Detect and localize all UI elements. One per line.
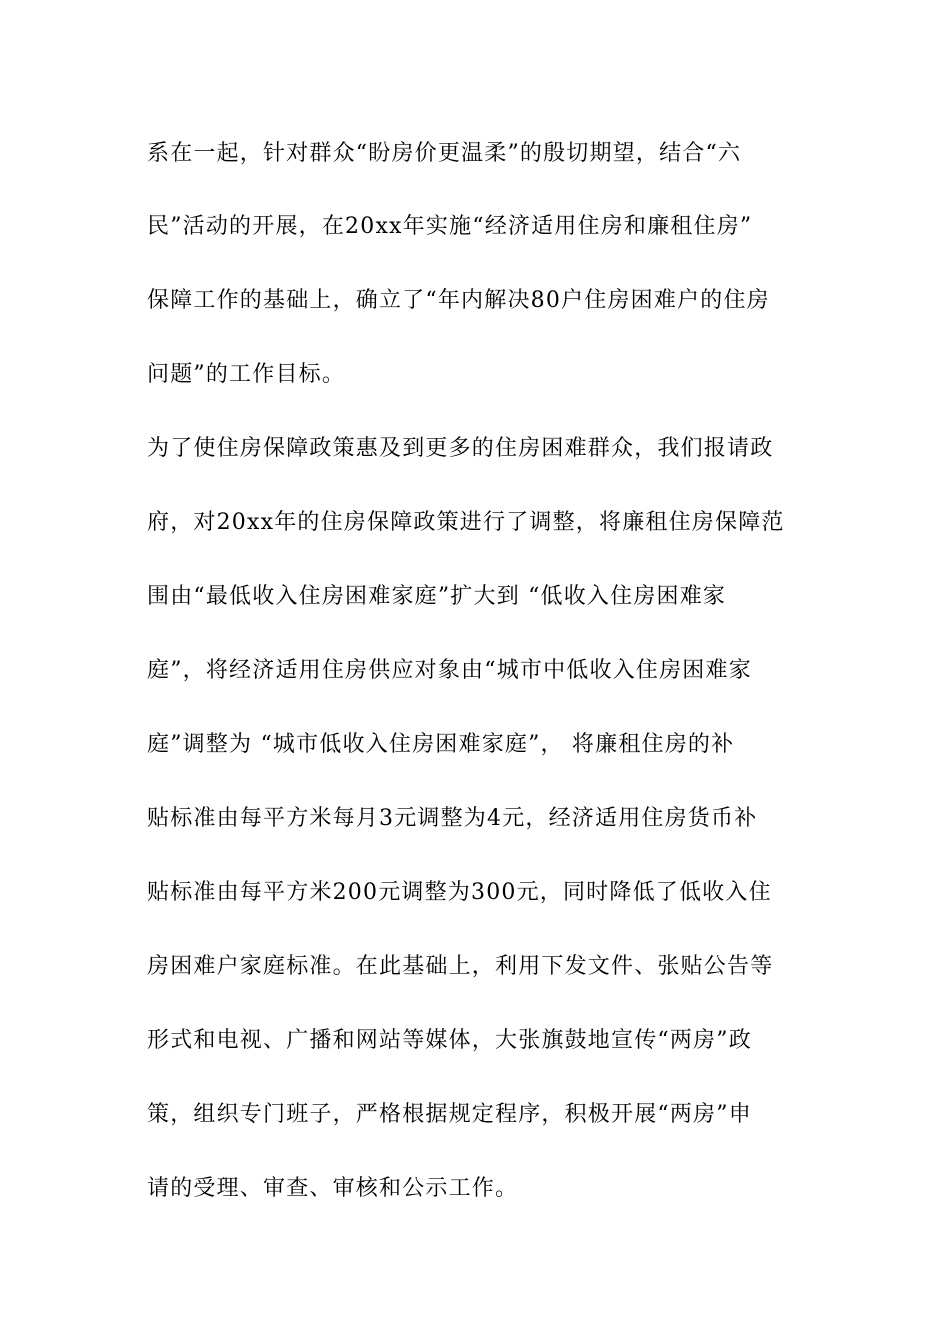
text-line: 民”活动的开展，在20xx年实施“经济适用住房和廉租住房” [147,214,753,239]
text-line: 府，对20xx年的住房保障政策进行了调整，将廉租住房保障范 [147,510,785,535]
text-line: 贴标准由每平方米200元调整为300元，同时降低了低收入住 [147,880,772,905]
text-line: 形式和电视、广播和网站等媒体，大张旗鼓地宣传“两房”政 [147,1028,752,1053]
text-line: 请的受理、审查、审核和公示工作。 [147,1176,519,1201]
text-line: 保障工作的基础上，确立了“年内解决80户住房困难户的住房 [147,288,770,313]
text-line: 房困难户家庭标准。在此基础上，利用下发文件、张贴公告等 [147,954,774,979]
text-line: 围由“最低收入住房困难家庭”扩大到 “低收入住房困难家 [147,584,727,609]
text-line: 策，组织专门班子，严格根据规定程序，积极开展“两房”申 [147,1102,752,1127]
text-line: 庭”调整为 “城市低收入住房困难家庭”， 将廉租住房的补 [147,732,735,757]
text-line: 贴标准由每平方米每月3元调整为4元，经济适用住房货币补 [147,806,758,831]
text-line: 庭”，将经济适用住房供应对象由“城市中低收入住房困难家 [147,658,752,683]
text-line: 为了使住房保障政策惠及到更多的住房困难群众，我们报请政 [147,436,774,461]
text-line: 问题”的工作目标。 [147,362,346,387]
text-line: 系在一起，针对群众“盼房价更温柔”的殷切期望，结合“六 [147,141,742,166]
